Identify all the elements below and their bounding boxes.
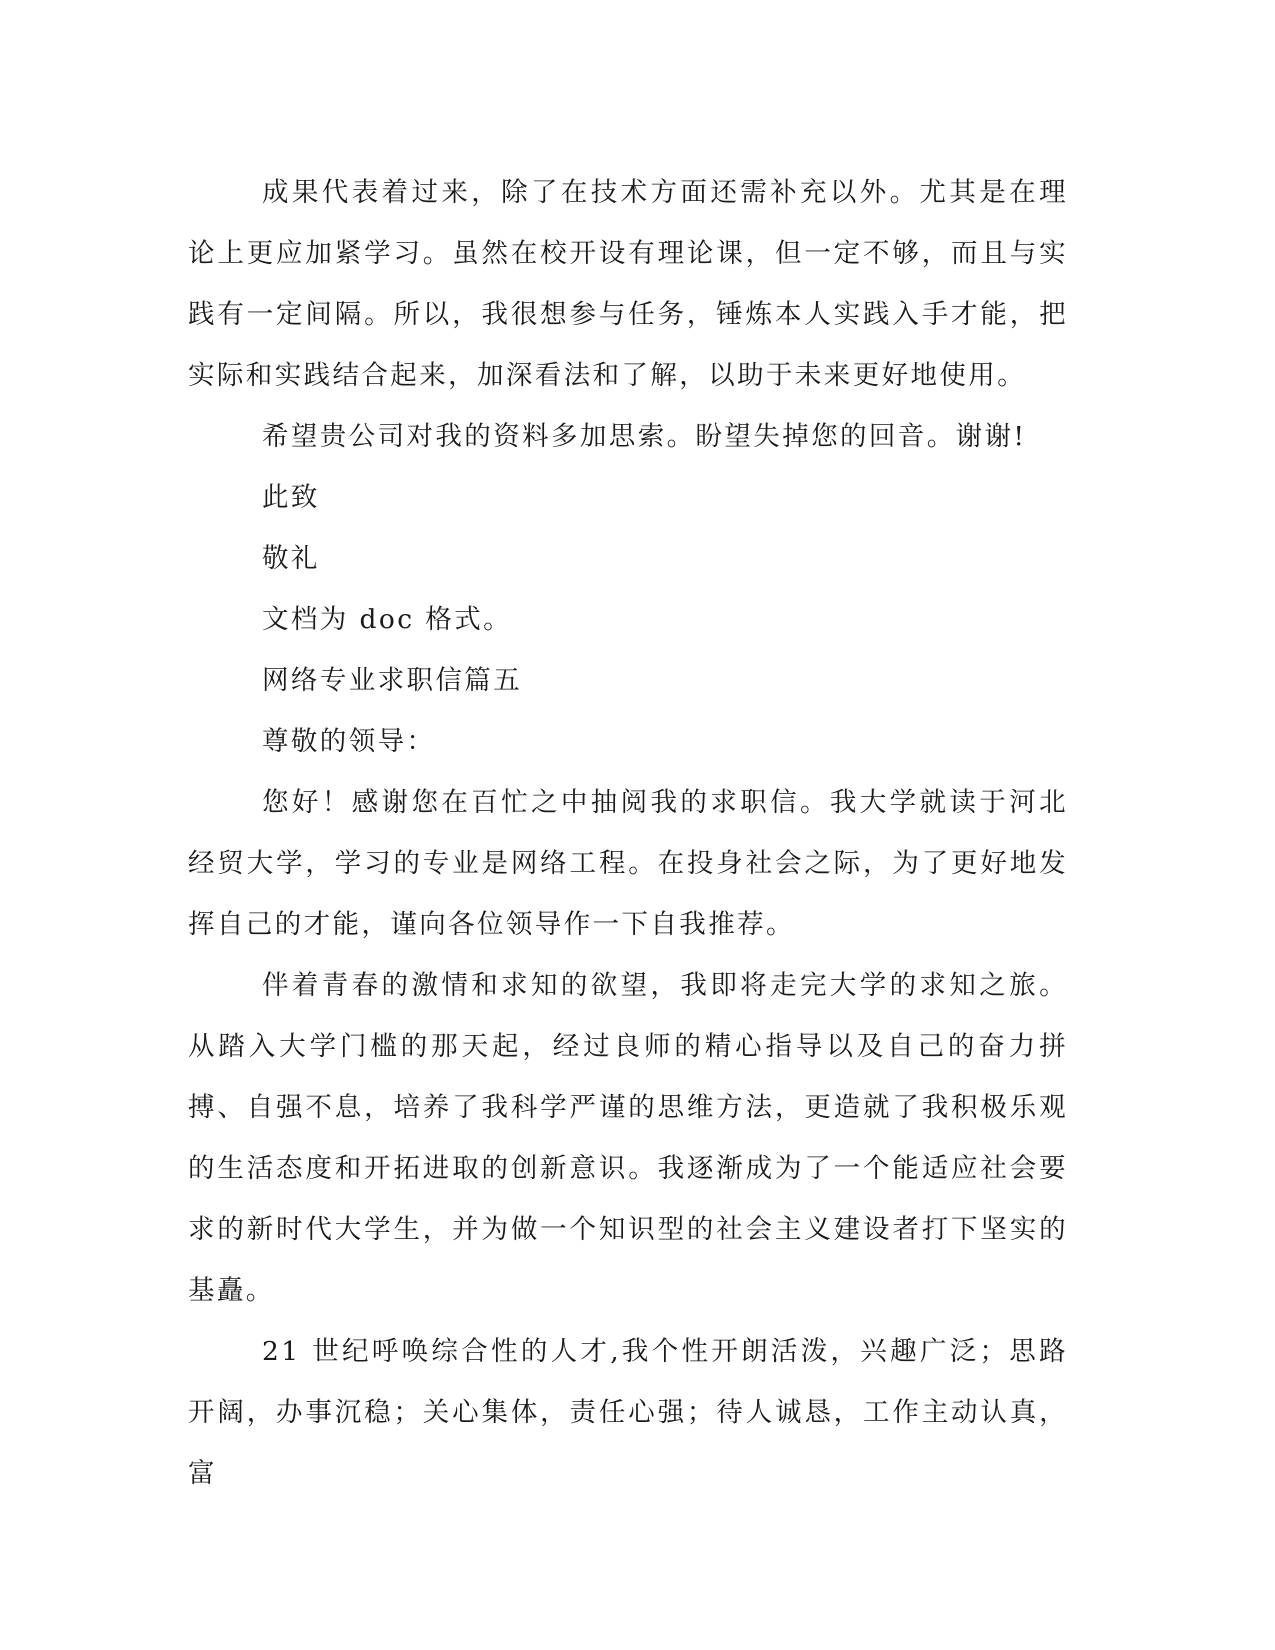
format-note: 文档为 doc 格式。 <box>262 604 513 635</box>
paragraph-personality: 21 世纪呼唤综合性的人才,我个性开朗活泼，兴趣广泛；思路开阔，办事沉稳；关心集体，责任心强；待人诚恳，工作主动认真，富 <box>188 1336 1068 1489</box>
closing-regards: 敬礼 <box>262 543 320 574</box>
paragraph-introduction: 您好！感谢您在百忙之中抽阅我的求职信。我大学就读于河北经贸大学，学习的专业是网络工程。在投身社会之际，为了更好地发挥自己的才能，谨向各位领导作一下自我推荐。 <box>188 787 1068 940</box>
section-title: 网络专业求职信篇五 <box>262 665 523 696</box>
closing-salutation: 此致 <box>262 482 320 513</box>
document-body <box>188 162 1068 1504</box>
paragraph-hope: 希望贵公司对我的资料多加思索。盼望失掉您的回音。谢谢! <box>262 421 1027 452</box>
paragraph-university-growth: 伴着青春的激情和求知的欲望，我即将走完大学的求知之旅。从踏入大学门槛的那天起，经过良师的精心指导以及自己的奋力拼搏、自强不息，培养了我科学严谨的思维方法，更造就了我积极乐观的生活态度和开拓进取的创新意识。我逐渐成为了一个能适应社会要求的新时代大学生，并为做一个知识型的社会主义建设者打下坚实的基矗。 <box>188 970 1068 1306</box>
paragraph-practice-experience: 成果代表着过来，除了在技术方面还需补充以外。尤其是在理论上更应加紧学习。虽然在校开设有理论课，但一定不够，而且与实践有一定间隔。所以，我很想参与任务，锤炼本人实践入手才能，把实际和实践结合起来，加深看法和了解，以助于未来更好地使用。 <box>188 177 1068 391</box>
greeting: 尊敬的领导： <box>262 726 436 757</box>
